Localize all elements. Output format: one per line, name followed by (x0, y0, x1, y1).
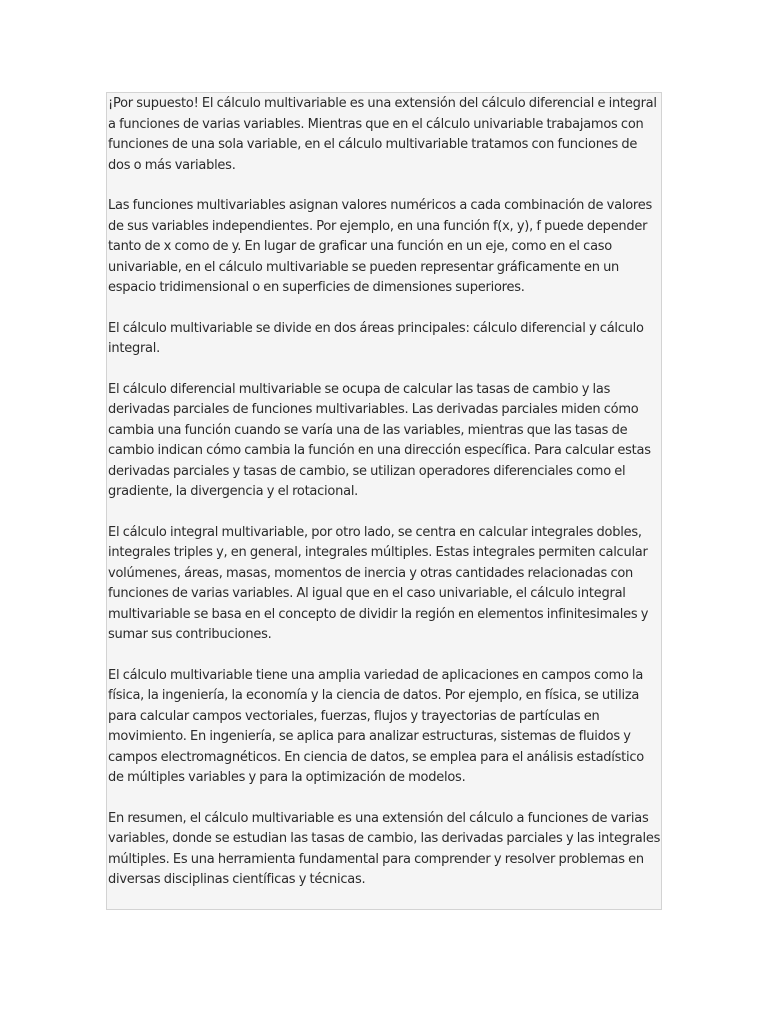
paragraph-differential-calculus: El cálculo diferencial multivariable se ocupa de calcular las tasas de cambio y las derivadas parciales de funciones multivariables. Las derivadas parciales miden cómo cambia una función cuando se varía una de las variables, mientras que las tasas de cambio indican cómo cambia la función en una dirección específica. Para calcular estas derivadas parciales y tasas de cambio, se utilizan operadores diferenciales como el gradiente, la divergencia y el rotacional. (108, 381, 651, 499)
paragraph-integral-calculus: El cálculo integral multivariable, por otro lado, se centra en calcular integrales dobles, integrales triples y, en general, integrales múltiples. Estas integrales permiten calcular volúmenes, áreas, masas, momentos de inercia y otras cantidades relacionadas con funciones de varias variables. Al igual que en el caso univariable, el cálculo integral multivariable se basa en el concepto de dividir la región en elementos infinitesimales y sumar sus contribuciones. (108, 524, 649, 642)
paragraph-intro: ¡Por supuesto! El cálculo multivariable es una extensión del cálculo diferencial e integral a funciones de varias variables. Mientras que en el cálculo univariable trabajamos con funciones de una sola variable, en el cálculo multivariable tratamos con funciones de dos o más variables. (108, 96, 657, 173)
paragraph-summary: En resumen, el cálculo multivariable es una extensión del cálculo a funciones de varias variables, donde se estudian las tasas de cambio, las derivadas parciales y las integrales múltiples. Es una herramienta fundamental para comprender y resolver problemas en diversas disciplinas científicas y técnicas. (108, 810, 661, 887)
paragraph-multivariable-functions: Las funciones multivariables asignan valores numéricos a cada combinación de valores de sus variables independientes. Por ejemplo, en una función f(x, y), f puede depender tanto de x como de y. En lugar de graficar una función en un eje, como en el caso univariable, en el cálculo multivariable se pueden representar gráficamente en un espacio tridimensional o en superficies de dimensiones superiores. (108, 198, 652, 295)
paragraph-main-areas: El cálculo multivariable se divide en dos áreas principales: cálculo diferencial y cálculo integral. (108, 320, 644, 356)
paragraph-applications: El cálculo multivariable tiene una amplia variedad de aplicaciones en campos como la física, la ingeniería, la economía y la ciencia de datos. Por ejemplo, en física, se utiliza para calcular campos vectoriales, fuerzas, flujos y trayectorias de partículas en movimiento. En ingeniería, se aplica para analizar estructuras, sistemas de fluidos y campos electromagnéticos. En ciencia de datos, se emplea para el análisis estadístico de múltiples variables y para la optimización de modelos. (108, 667, 644, 785)
document-text-box (106, 92, 662, 910)
